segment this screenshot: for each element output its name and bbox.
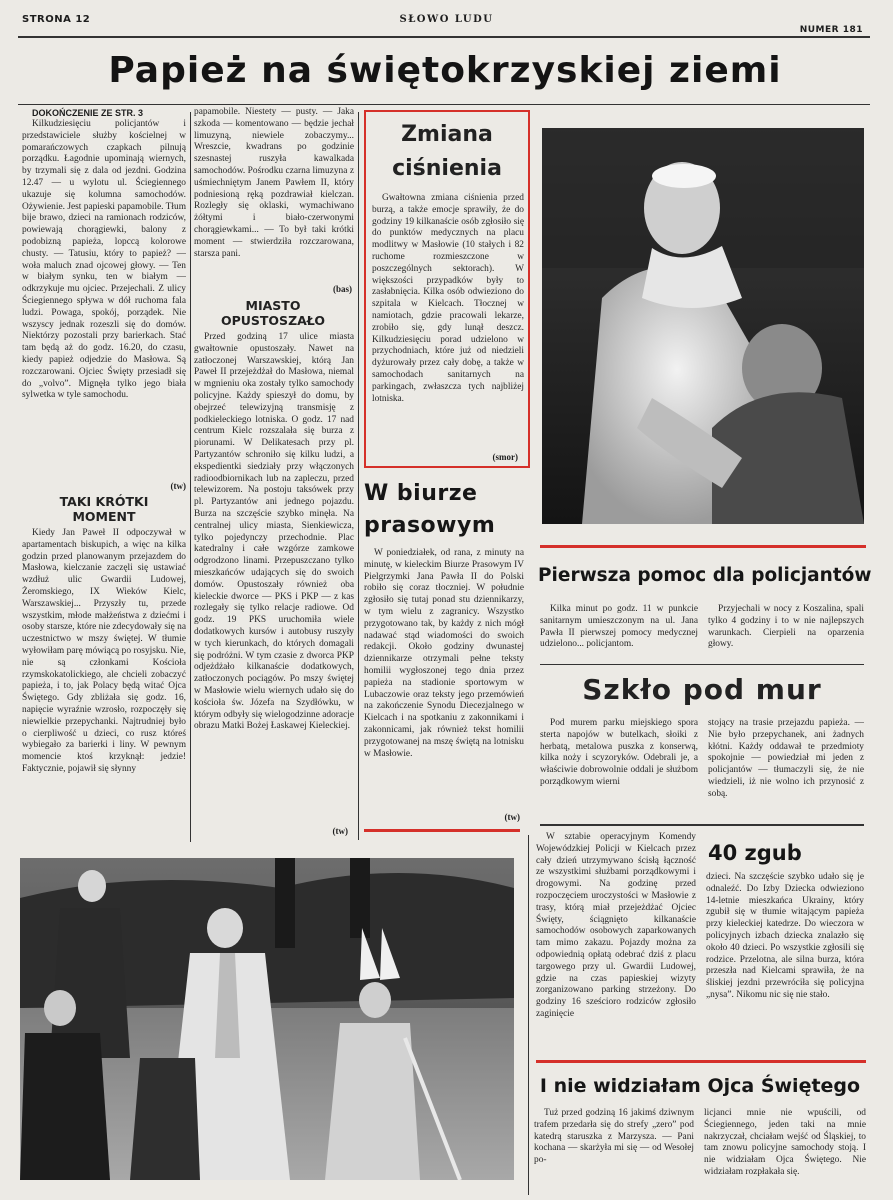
pierwsza-pomoc-text-right: Przyjechali w nocy z Koszalina, spali tylko 4 godziny i to w nie najlepszych warunkach. Cierpieli na oparzenia głowy.: [708, 604, 864, 650]
szklo-pod-mur-text-right: stojący na trasie przejazdu papieża. — Nie było przepychanek, ani żadnych kłótni. Każdy oddawał te przedmioty spokojnie — powiedział mi jeden z policjantów — tłumaczyli się, że nie wiedzieli, iż nie wolno ich przynosić z sobą.: [708, 718, 864, 799]
red-rule-biuro: [364, 829, 520, 832]
40-zgub-title: 40 zgub: [708, 841, 802, 865]
photo-pope-illustration: [542, 128, 864, 524]
column-rule-right: [528, 835, 529, 1195]
signature-smor: (smor): [492, 452, 518, 462]
photo-pope-with-elderly: [542, 128, 864, 524]
article-text-col2b: Przed godziną 17 ulice miasta gwałtownie opustoszały. Nawet na zatłoczonej Warszawskiej, którą Jan Paweł II przejeżdżał do Masłowa, niemal w mgnieniu oka zostały tylko samochody policyjne. Każdy spieszył do domu, by obejrzeć telewizyjną transmisję z podkieleckiego lotniska. O godz. 17 nad centrum Kielc rozszalała się burza z piorunami. W Delikatesach przy pl. Partyzantów schroniło się kilku ludzi, a ekspedientki siedziały przy włączonych radioodbiornikach lub na zapleczu, przed telewizorem. Na postoju taksówek przy pl. Partyzantów ani jednego pojazdu. Burza na szczęście szybko minęła. Na centralnej ulicy miasta, Sienkiewicza, tylko pojedynczy przechodnie. Plac katedralny i całe wzgórze zamkowe odgrodzono linami. Przepuszczano tylko mieszkańców udających się do swoich domów. Opustoszały również oba kieleckie dworce — PKS i PKP — z kas rozlegały się tylko relacje radiowe. Od godz. 19 PKS uruchomiła wiele dodatkowych kursów i autobusy ruszyły w tych kierunkach, do których domagali się podróżni. W tym czasie z dworca PKP odjeżdżało kilkanaście dodatkowych, zatłoczonych pociągów. Po mszy świętej w Masłowie wielu wiernych udało się do kościoła św. Józefa na Szydłówku, w którym odbyły się wielogodzinne adoracje obrazu Matki Bożej Łaskawej Kieleckiej.: [194, 332, 354, 732]
header-rule: [18, 36, 870, 38]
w-biurze-prasowym-text: W poniedziałek, od rana, z minuty na minutę, w kieleckim Biurze Prasowym IV Pielgrzymki Jana Pawła II do Polski robiło się coraz tłoczniej. W południe zgłosiło się tutaj ponad stu dziennikarzy, w tym wielu z zagranicy. Wszystko przygotowano tak, by każdy z nich mógł nadawać stąd wiadomości do swoich redakcji. Około godziny dwunastej dziennikarze otrzymali pełne teksty homilii wygłoszonej tego dnia przez papieża na stadionie sportowym w Lubaczowie oraz teksty jego przemówień na zakończenie Synodu Diecezjalnego w Kielcach i na spotkaniu z zakonnikami i zakonnicami, jak również tekst homilii przygotowanej na mszę świętą na lotnisku w Masłowie.: [364, 548, 524, 759]
szklo-pod-mur-title: Szkło pod mur: [582, 673, 822, 706]
headline-rule: [18, 104, 870, 105]
zmiana-cisnienia-text: Gwałtowna zmiana ciśnienia przed burzą, a także emocje sprawiły, że do godziny 19 kilkanaście osób zgłosiło się do punktów medycznych na placu modlitwy w Masłowie (10 stałych i 82 ruchome rozmieszczone w poszczególnych sektorach). W większości przypadków były to zasłabnięcia. Kilka osób odwieziono do szpitala w Kielcach. Tłocznej w namiotach, gdzie pracowali lekarze, zrobiło się, gdy lunął deszcz. Kilkudziesięciu porad udzielono w przychodniach, które już od niedzieli dyżurowały przez cały dobę, a także w samochodach sanitarnych na parkingach, zwłaszcza tych najbliżej lotniska.: [372, 193, 524, 404]
continued-label: DOKOŃCZENIE ZE STR. 3: [32, 108, 144, 118]
w-biurze-prasowym-title: [364, 478, 534, 542]
main-headline: Papież na świętokrzyskiej ziemi: [108, 50, 782, 91]
red-rule-zgub: [536, 1060, 866, 1063]
article-text-col1: Kilkudziesięciu policjantów i przedstawiciele służby kościelnej w pomarańczowych czapkach pilnują porządku. Łagodnie upominają wiernych, by trzymali się z dala od jezdni. Godzina 12.47 — u wylotu ul. Ściegiennego ukazuje się kolumna samochodów. Ożywienie. Jest papieski papamobile. Tłum bije brawo, dzieci na ramionach rodziców, powiewają chorągiewki, balony z podobizną papieża, lopccą kolorowe chusty. — Tatusiu, który to papież? — woła maluch znad ojcowej głowy. — Ten w białym synku, ten w białym — odkrzykuje mu ojciec. Przejechali. Z ulicy Ściegiennego spływa w dół ruchoma fala ludzi. Powaga, spokój, porządek. Nie wszyscy jednak rozeszli się do domów. Niektórzy pozostali przy barierkach. Stać tam będą aż do godz. 16.20, do czasu, kiedy papież odjedzie do Masłowa. Są rozczarowani. Ojciec Święty przesiadł się do „volvo”. Mignęła tylko jego biała sylwetka w tyle samochodu.: [22, 119, 186, 401]
article-text-col2: papamobile. Niestety — pusty. — Jaka szkoda — komentowano — będzie jechał limuzyną, niewiele zobaczymy... Wreszcie, kwadrans po godzinie szesnastej ruszyła kawalkada samochodów. Pośrodku czarna limuzyna z uśmiechniętym Janem Pawłem II, który podniesioną ręką pozdrawiał kielczan. Rozległy się oklaski, wymachiwano żółtymi i biało-czerwonymi chorągiewkami... — To był taki krótki moment — stwierdziła rozczarowana, starsza pani.: [194, 107, 354, 259]
signature-tw: (tw): [170, 481, 186, 491]
zmiana-title-line1: Zmiana: [401, 122, 493, 147]
photo-walking-illustration: [20, 858, 514, 1180]
zmiana-cisnienia-title: [370, 118, 524, 186]
nie-widzialam-text-right: licjanci mnie nie wpuścili, od Ściegiennego, jeden taki na mnie nakrzyczał, chciałam wejść od Śląskiej, to tam znowu policyjne samochody stoją. I nie widziałam Ojca Świętego. Nie widziałam rozpłakała się.: [704, 1108, 866, 1177]
issue-number-label: NUMER 181: [799, 25, 863, 35]
section-title-taki-krotki-moment: TAKI KRÓTKI MOMENT: [59, 494, 149, 524]
column-rule-2: [358, 112, 359, 840]
newspaper-name: SŁOWO LUDU: [399, 14, 494, 25]
signature-bas: (bas): [332, 284, 352, 294]
40-zgub-text: dzieci. Na szczęście szybko udało się je odnaleźć. Do Izby Dziecka odwieziono 14-letnie mieszkańca Ukrainy, który zgubił się w tłumie witającym papieża przy kieleckiej katedrze. Do wieczora w policyjnych izbach dziecka znalazło się około 40 dzieci. Po wszystkie zgłosili się rodzice. Przelotna, ale silna burza, która przeszła nad Kielcami sprawiła, że na śliskiej jezdni przewróciła się policyjna „nysa”. Nikomu nic się nie stało.: [706, 872, 864, 1000]
signature-tw-2: (tw): [332, 826, 348, 836]
biuro-title-line2: prasowym: [364, 513, 496, 538]
rule-szklo: [540, 824, 864, 826]
biuro-title-line1: W biurze: [364, 481, 478, 506]
szklo-pod-mur-text-left: Pod murem parku miejskiego spora sterta napojów w butelkach, słoiki z herbatą, metalowa puszka z konserwą, kilka noży i scyzoryków. Odebrali je, a właściwie dobrowolnie oddali je służbom porządkowym wierni: [540, 718, 698, 787]
nie-widzialam-title: I nie widziałam Ojca Świętego: [539, 1075, 861, 1097]
article-text-col1b: Kiedy Jan Paweł II odpoczywał w apartamentach biskupich, a więc na kilka godzin przed planowanym przejazdem do Masłowa, kielczanie zaczęli się ustawiać wzdłuż ulic Gwardii Ludowej, Żeromskiego, IX Wieków Kielc, Warszawskiej... Przyszły tu, przede wszystkim, młode małżeństwa z dziećmi i osoby starsze, które nie zdecydowały się na uczestnictwo w mszy świętej. W tłumie wyłowiłam parę mówiącą po rosyjsku. Nie, nie są członkami Kościoła rzymskokatolickiego, ale chcieli zobaczyć papieża, i to, jak Polacy będą witać Ojca Świętego. Gdy zbliżała się godz. 16, napięcie wyraźnie wzrosło, rozpoczęły się niewielkie przepychanki. Najtrudniej było o cierpliwość u dzieci, co rusz któreś wybiegało za barierki i liny. W pewnym momencie ktoś krzyknął: jedzie! Faktycznie, pojawił się słynny: [22, 528, 186, 774]
pierwsza-pomoc-title: Pierwsza pomoc dla policjantów: [538, 565, 872, 586]
rule-pierwsza: [540, 664, 864, 665]
photo-pope-walking: [20, 858, 514, 1180]
section-title-miasto-opustoszalo: MIASTO OPUSTOSZAŁO: [220, 298, 326, 328]
red-rule-photo: [540, 545, 866, 548]
pierwsza-pomoc-text-left: Kilka minut po godz. 11 w punkcie sanitarnym umieszczonym na ul. Jana Pawła II pierwszej pomocy medycznej udzielono... policjantom.: [540, 604, 698, 650]
column-rule-1: [190, 112, 191, 842]
signature-tw-3: (tw): [504, 812, 520, 822]
page-number-label: STRONA 12: [22, 14, 91, 25]
sztab-text: W sztabie operacyjnym Komendy Wojewódzkiej Policji w Kielcach przez cały dzień utrzymywano ścisłą łączność ze wszystkimi służbami porządkowymi i drogowymi. Na godzinę przed rozpoczęciem uroczystości w Masłowie z trasy, którą miał przejeżdżać Ojciec Święty, ściągnięto kilkanaście samochodów osobowych zaparkowanych tam mimo zakazu. Pojazdy można za odpowiednią opłatą odebrać dziś z placu targowego przy ul. Gwardii Ludowej, gdzie na czas papieskiej wizyty zorganizowano parking strzeżony. Do godziny 16 sześciorо rodziców zgłosiło zaginięcie: [536, 832, 696, 1019]
nie-widzialam-text-left: Tuż przed godziną 16 jakimś dziwnym trafem przedarła się do strefy „zero” pod katedrą staruszka z Marzysza. — Pani kochana — skarżyła mi się — od Wesołej po-: [534, 1108, 694, 1166]
zmiana-title-line2: ciśnienia: [392, 156, 502, 181]
